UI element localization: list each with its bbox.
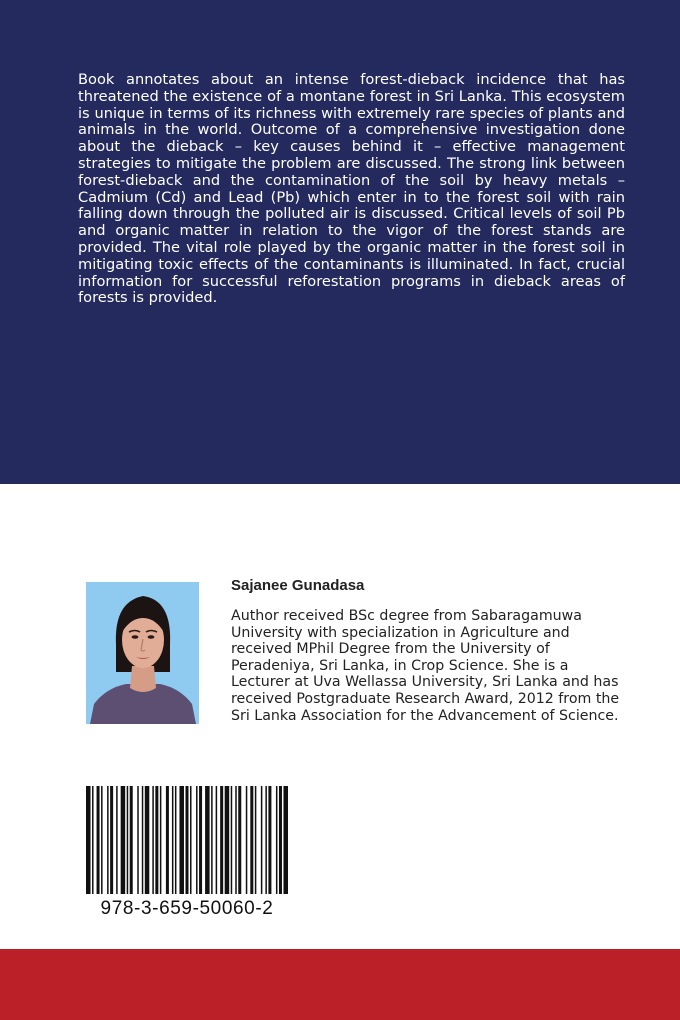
author-bio: Author received BSc degree from Sabaragamuwa University with specialization in Agriculture and received MPhil Degree from the University of Peradeniya, Sri Lanka, in Crop Science. She is a Lecturer at Uva Wellassa University, Sri Lanka and has received Postgraduate Research Award, 2012 from the Sri Lanka Association for the Advancement of Science.	[231, 608, 620, 724]
barcode-bar	[265, 786, 267, 894]
barcode-bar	[92, 786, 94, 894]
barcode-bar	[279, 786, 282, 894]
barcode-bar	[130, 786, 133, 894]
barcode-bar	[155, 786, 158, 894]
barcode-bar	[225, 786, 230, 894]
barcode-bar	[205, 786, 210, 894]
barcode-bar	[238, 786, 241, 894]
author-name: Sajanee Gunadasa	[231, 577, 365, 594]
barcode-bar	[185, 786, 188, 894]
barcode-bar	[137, 786, 139, 894]
barcode-bar	[172, 786, 174, 894]
barcode-bar	[101, 786, 103, 894]
barcode-bars	[86, 786, 288, 894]
barcode-bar	[235, 786, 237, 894]
barcode-bar	[160, 786, 162, 894]
barcode-bar	[199, 786, 202, 894]
barcode-bar	[121, 786, 126, 894]
barcode-bar	[175, 786, 177, 894]
barcode-bar	[107, 786, 109, 894]
barcode-bar	[211, 786, 213, 894]
author-photo	[86, 582, 199, 724]
barcode-bar	[166, 786, 169, 894]
barcode-bar	[196, 786, 198, 894]
barcode-bar	[145, 786, 150, 894]
barcode-bar	[152, 786, 154, 894]
barcode-bar	[97, 786, 100, 894]
barcode-bar	[250, 786, 253, 894]
barcode-bar	[255, 786, 257, 894]
barcode-bar	[116, 786, 118, 894]
barcode-bar	[268, 786, 271, 894]
barcode-bar	[261, 786, 263, 894]
barcode-bar	[127, 786, 129, 894]
barcode-bar	[216, 786, 218, 894]
barcode-bar	[276, 786, 278, 894]
blurb-panel	[0, 0, 680, 484]
barcode-bar	[110, 786, 113, 894]
isbn-number: 978-3-659-50060-2	[100, 898, 274, 919]
barcode-bar	[246, 786, 248, 894]
barcode-bar	[220, 786, 223, 894]
barcode-bar	[179, 786, 184, 894]
isbn-barcode	[86, 786, 288, 918]
barcode-bar	[190, 786, 192, 894]
book-description: Book annotates about an intense forest-dieback incidence that has threatened the existence of a montane forest in Sri Lanka. This ecosystem is unique in terms of its richness with extremely rare species of plants and animals in the world. Outcome of a comprehensive investigation done about the dieback – key causes behind it – effective management strategies to mitigate the problem are discussed. The strong link between forest-dieback and the contamination of the soil by heavy metals – Cadmium (Cd) and Lead (Pb) which enter in to the forest soil with rain falling down through the polluted air is discussed. Critical levels of soil Pb and organic matter in relation to the vigor of the forest stands are provided. The vital role played by the organic matter in the forest soil in mitigating toxic effects of the contaminants is illuminated. In fact, crucial information for successful reforestation programs in dieback areas of forests is provided.	[78, 71, 625, 307]
barcode-bar	[283, 786, 288, 894]
author-portrait-image	[86, 582, 199, 724]
barcode-bar	[142, 786, 144, 894]
bottom-color-band	[0, 949, 680, 1020]
barcode-bar	[231, 786, 233, 894]
barcode-bar	[86, 786, 91, 894]
